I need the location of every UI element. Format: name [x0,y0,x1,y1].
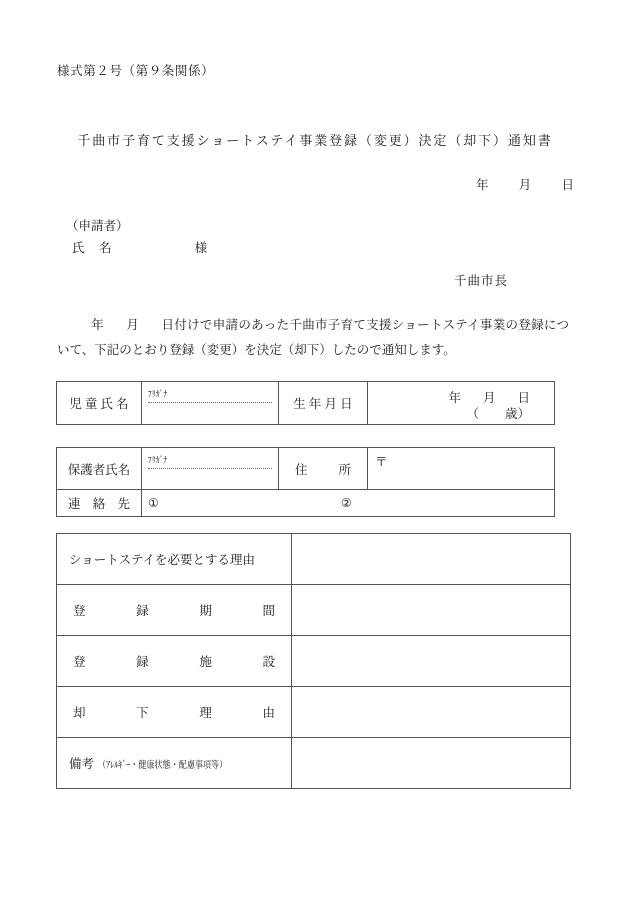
table-row [57,382,555,425]
age-unit-label: 歳） [504,407,530,421]
table-row [57,585,571,636]
body-date-month: 月 [126,318,140,332]
body-paragraph [57,313,569,363]
reason-field[interactable] [292,534,571,585]
issue-date-month: 月 [518,178,532,192]
reason-label: ショートステイを必要とする理由 [57,534,292,585]
registration-period-label: 登 録 期 間 [57,585,292,636]
guardian-address-field[interactable] [368,448,555,490]
form-number: 様式第２号（第９条関係） [57,64,215,78]
applicant-name-label: 氏 名 [72,241,113,255]
decision-detail-table [56,533,571,789]
rejection-reason-field[interactable] [292,687,571,738]
child-name-field[interactable] [142,382,279,425]
registration-facility-field[interactable] [292,636,571,687]
child-birthdate-field[interactable] [368,382,555,425]
applicant-section-label: （申請者） [66,219,129,233]
child-furigana-label: ﾌﾘｶﾞﾅ [148,390,168,400]
remarks-label [57,738,292,789]
age-open-paren: （ [466,407,479,421]
furigana-divider [148,402,272,403]
contact-label: 連 絡 先 [57,490,142,517]
child-name-label: 児 童 氏 名 [57,382,142,425]
issue-date-year: 年 [475,178,489,192]
issue-date-line [0,175,574,193]
remarks-main-label: 備考 [69,757,95,771]
table-row [57,687,571,738]
registration-period-field[interactable] [292,585,571,636]
child-info-table [56,381,555,425]
body-line-2: ついて、下記のとおり登録（変更）を決定（却下）したので通知します。 [57,318,569,357]
issuer-name: 千曲市長 [453,274,508,288]
guardian-address-label: 住 所 [279,448,368,490]
applicant-name-row [72,238,207,256]
document-title: 千曲市子育て支援ショートステイ事業登録（変更）決定（却下）通知書 [77,133,553,148]
contact-marker-1: ① [148,496,159,510]
child-birthdate-label: 生 年 月 日 [279,382,368,425]
birth-day-label: 日 [517,391,530,405]
furigana-divider [148,468,272,469]
guardian-info-table [56,447,555,517]
remarks-field[interactable] [292,738,571,789]
body-date-year: 年 [91,318,105,332]
remarks-sub-label: （ｱﾚﾙｷﾞｰ・健康状態・配慮事項等） [98,760,228,771]
applicant-honorific: 様 [194,241,208,255]
table-row [57,448,555,490]
issue-date-day: 日 [561,178,574,192]
birth-year-label: 年 [448,391,461,405]
contact-marker-2: ② [341,496,352,510]
guardian-name-field[interactable] [142,448,279,490]
rejection-reason-label: 却 下 理 由 [57,687,292,738]
birth-month-label: 月 [482,391,496,405]
child-age-field [368,404,530,422]
contact-field[interactable] [142,490,555,517]
postal-code-icon: 〒 [375,454,388,469]
registration-facility-label: 登 録 施 設 [57,636,292,687]
table-row [57,534,571,585]
body-line-1: 日付けで申請のあった千曲市子育て支援ショートステイ事業の登録に [161,318,557,332]
table-row [57,636,571,687]
guardian-name-label: 保護者氏名 [57,448,142,490]
table-row [57,490,555,517]
guardian-furigana-label: ﾌﾘｶﾞﾅ [148,456,168,466]
table-row [57,738,571,789]
